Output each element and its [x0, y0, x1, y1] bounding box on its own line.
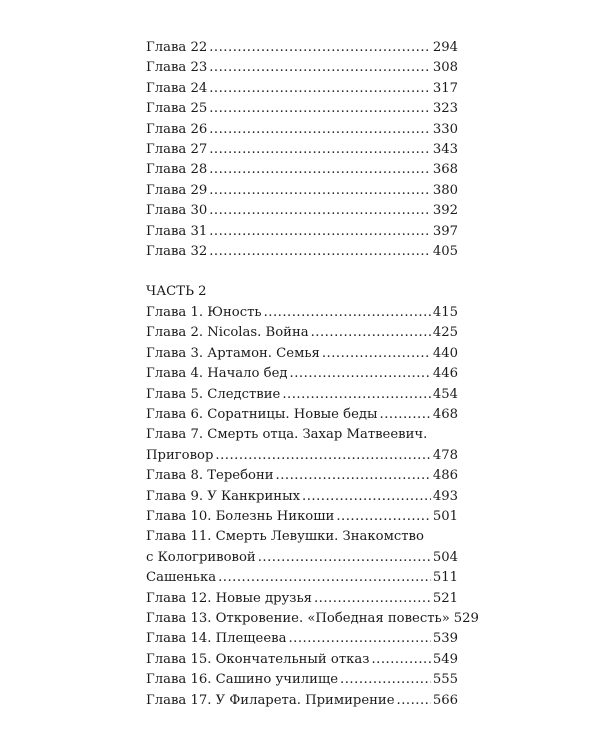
- toc-entry-chapter-30[interactable]: [146, 201, 458, 221]
- toc-entry-part2-chapter-14[interactable]: [146, 629, 458, 649]
- toc-entry-page: 368: [432, 162, 458, 178]
- toc-entry-title: Глава 31: [146, 223, 208, 239]
- toc-entry-page: 454: [432, 386, 458, 402]
- toc-entry-chapter-27[interactable]: [146, 140, 458, 160]
- toc-entry-part2-chapter-15[interactable]: [146, 650, 458, 670]
- toc-entry-title: Приговор: [146, 447, 214, 463]
- dot-leader: [288, 629, 430, 649]
- dot-leader: [276, 466, 431, 486]
- toc-entry-part2-chapter-1[interactable]: [146, 303, 458, 323]
- toc-entry-page: 511: [432, 570, 458, 586]
- toc-entry-page: 539: [432, 631, 458, 647]
- dot-leader: [322, 344, 431, 364]
- dot-leader: [209, 140, 431, 160]
- toc-entry-title: Глава 5. Следствие: [146, 386, 281, 402]
- toc-entry-part2-chapter-6[interactable]: [146, 405, 458, 425]
- toc-entry-page: 446: [432, 366, 458, 382]
- toc-entry-part2-chapter-5[interactable]: [146, 385, 458, 405]
- dot-leader: [258, 548, 431, 568]
- dot-leader: [209, 99, 431, 119]
- toc-entry-chapter-25[interactable]: [146, 99, 458, 119]
- toc-entry-title: Глава 13. Откровение. «Победная повесть»: [146, 610, 450, 626]
- toc-entry-title: Глава 6. Соратницы. Новые беды: [146, 406, 378, 422]
- toc-entry-part2-chapter-17[interactable]: [146, 691, 458, 711]
- toc-entry-title: Глава 25: [146, 101, 208, 117]
- toc-entry-page: 415: [432, 304, 458, 320]
- toc-entry-page: 343: [432, 142, 458, 158]
- toc-entry-page: 529: [453, 610, 479, 626]
- toc-entry-chapter-29[interactable]: [146, 181, 458, 201]
- toc-entry-page: 440: [432, 345, 458, 361]
- toc-entry-part2-chapter-13[interactable]: [146, 609, 479, 629]
- dot-leader: [290, 364, 431, 384]
- dot-leader: [371, 650, 430, 670]
- toc-entry-page: 317: [432, 80, 458, 96]
- toc-entry-page: 504: [432, 549, 458, 565]
- toc-entry-title: Глава 24: [146, 80, 208, 96]
- toc-entry-page: 493: [432, 488, 458, 504]
- toc-entry-page: 392: [432, 203, 458, 219]
- toc-entry-title: Глава 15. Окончательный отказ: [146, 651, 370, 667]
- toc-entry-title: Глава 14. Плещеева: [146, 631, 287, 647]
- toc-entry-page: 405: [432, 244, 458, 260]
- toc-entry-chapter-31[interactable]: [146, 222, 458, 242]
- dot-leader: [336, 507, 431, 527]
- dot-leader: [209, 222, 431, 242]
- toc-entry-title: Сашенька: [146, 570, 217, 586]
- toc-entry-page: 566: [432, 692, 458, 708]
- dot-leader: [397, 691, 431, 711]
- toc-entry-chapter-24[interactable]: [146, 79, 458, 99]
- toc-entry-part2-chapter-11-line1[interactable]: Глава 11. Смерть Левушки. Знакомство: [146, 529, 424, 545]
- dot-leader: [215, 446, 430, 466]
- dot-leader: [314, 589, 431, 609]
- toc-entry-page: 308: [432, 60, 458, 76]
- dot-leader: [209, 201, 431, 221]
- dot-leader: [218, 568, 431, 588]
- toc-entry-page: 425: [432, 325, 458, 341]
- dot-leader: [209, 58, 431, 78]
- toc-entry-page: 380: [432, 182, 458, 198]
- dot-leader: [282, 385, 431, 405]
- toc-entry-part2-chapter-2[interactable]: [146, 323, 458, 343]
- toc-entry-part2-chapter-8[interactable]: [146, 466, 458, 486]
- toc-entry-page: 549: [432, 651, 458, 667]
- toc-entry-sashenka[interactable]: [146, 568, 458, 588]
- dot-leader: [209, 242, 431, 262]
- dot-leader: [209, 120, 431, 140]
- dot-leader: [209, 79, 431, 99]
- toc-entry-title: Глава 10. Болезнь Никоши: [146, 508, 335, 524]
- part-heading: ЧАСТЬ 2: [146, 284, 207, 300]
- toc-entry-title: Глава 23: [146, 60, 208, 76]
- dot-leader: [340, 670, 431, 690]
- toc-entry-part2-chapter-9[interactable]: [146, 487, 458, 507]
- toc-entry-page: 501: [432, 508, 458, 524]
- toc-entry-title: Глава 4. Начало бед: [146, 366, 288, 382]
- toc-entry-part2-chapter-16[interactable]: [146, 670, 458, 690]
- toc-entry-page: 330: [432, 121, 458, 137]
- dot-leader: [264, 303, 431, 323]
- dot-leader: [311, 323, 431, 343]
- toc-entry-page: 521: [432, 590, 458, 606]
- toc-entry-title: Глава 29: [146, 182, 208, 198]
- toc-entry-part2-chapter-7-line1[interactable]: Глава 7. Смерть отца. Захар Матвеевич.: [146, 427, 428, 443]
- toc-entry-part2-chapter-12[interactable]: [146, 589, 458, 609]
- toc-entry-title: Глава 32: [146, 244, 208, 260]
- dot-leader: [380, 405, 431, 425]
- toc-entry-part2-chapter-7[interactable]: [146, 446, 458, 466]
- toc-entry-title: Глава 2. Nicolas. Война: [146, 325, 309, 341]
- toc-entry-part2-chapter-4[interactable]: [146, 364, 458, 384]
- toc-entry-title: Глава 27: [146, 142, 208, 158]
- toc-entry-title: Глава 3. Артамон. Семья: [146, 345, 320, 361]
- toc-entry-title: Глава 12. Новые друзья: [146, 590, 312, 606]
- toc-entry-title: Глава 17. У Филарета. Примирение: [146, 692, 395, 708]
- toc-entry-chapter-26[interactable]: [146, 120, 458, 140]
- toc-entry-title: Глава 8. Теребони: [146, 468, 274, 484]
- dot-leader: [209, 181, 431, 201]
- toc-entry-chapter-28[interactable]: [146, 160, 458, 180]
- toc-entry-page: 468: [432, 406, 458, 422]
- toc-entry-title: Глава 1. Юность: [146, 304, 262, 320]
- toc-entry-title: Глава 16. Сашино училище: [146, 672, 339, 688]
- toc-entry-page: 397: [432, 223, 458, 239]
- toc-entry-part2-chapter-10[interactable]: [146, 507, 458, 527]
- toc-entry-chapter-22[interactable]: [146, 38, 458, 58]
- table-of-contents: [146, 38, 479, 711]
- toc-entry-page: 555: [432, 672, 458, 688]
- toc-entry-title: Глава 28: [146, 162, 208, 178]
- toc-entry-chapter-23[interactable]: [146, 58, 458, 78]
- toc-entry-title: Глава 9. У Канкриных: [146, 488, 301, 504]
- toc-entry-part2-chapter-3[interactable]: [146, 344, 458, 364]
- toc-entry-title: Глава 26: [146, 121, 208, 137]
- dot-leader: [209, 160, 431, 180]
- toc-entry-page: 294: [432, 40, 458, 55]
- toc-entry-title: Глава 22: [146, 40, 208, 55]
- toc-entry-title: с Кологривовой: [146, 549, 256, 565]
- toc-entry-page: 478: [432, 447, 458, 463]
- dot-leader: [209, 38, 431, 58]
- toc-entry-chapter-32[interactable]: [146, 242, 458, 262]
- dot-leader: [302, 487, 431, 507]
- toc-entry-title: Глава 30: [146, 203, 208, 219]
- toc-entry-page: 323: [432, 101, 458, 117]
- toc-entry-page: 486: [432, 468, 458, 484]
- toc-entry-part2-chapter-11[interactable]: [146, 548, 458, 568]
